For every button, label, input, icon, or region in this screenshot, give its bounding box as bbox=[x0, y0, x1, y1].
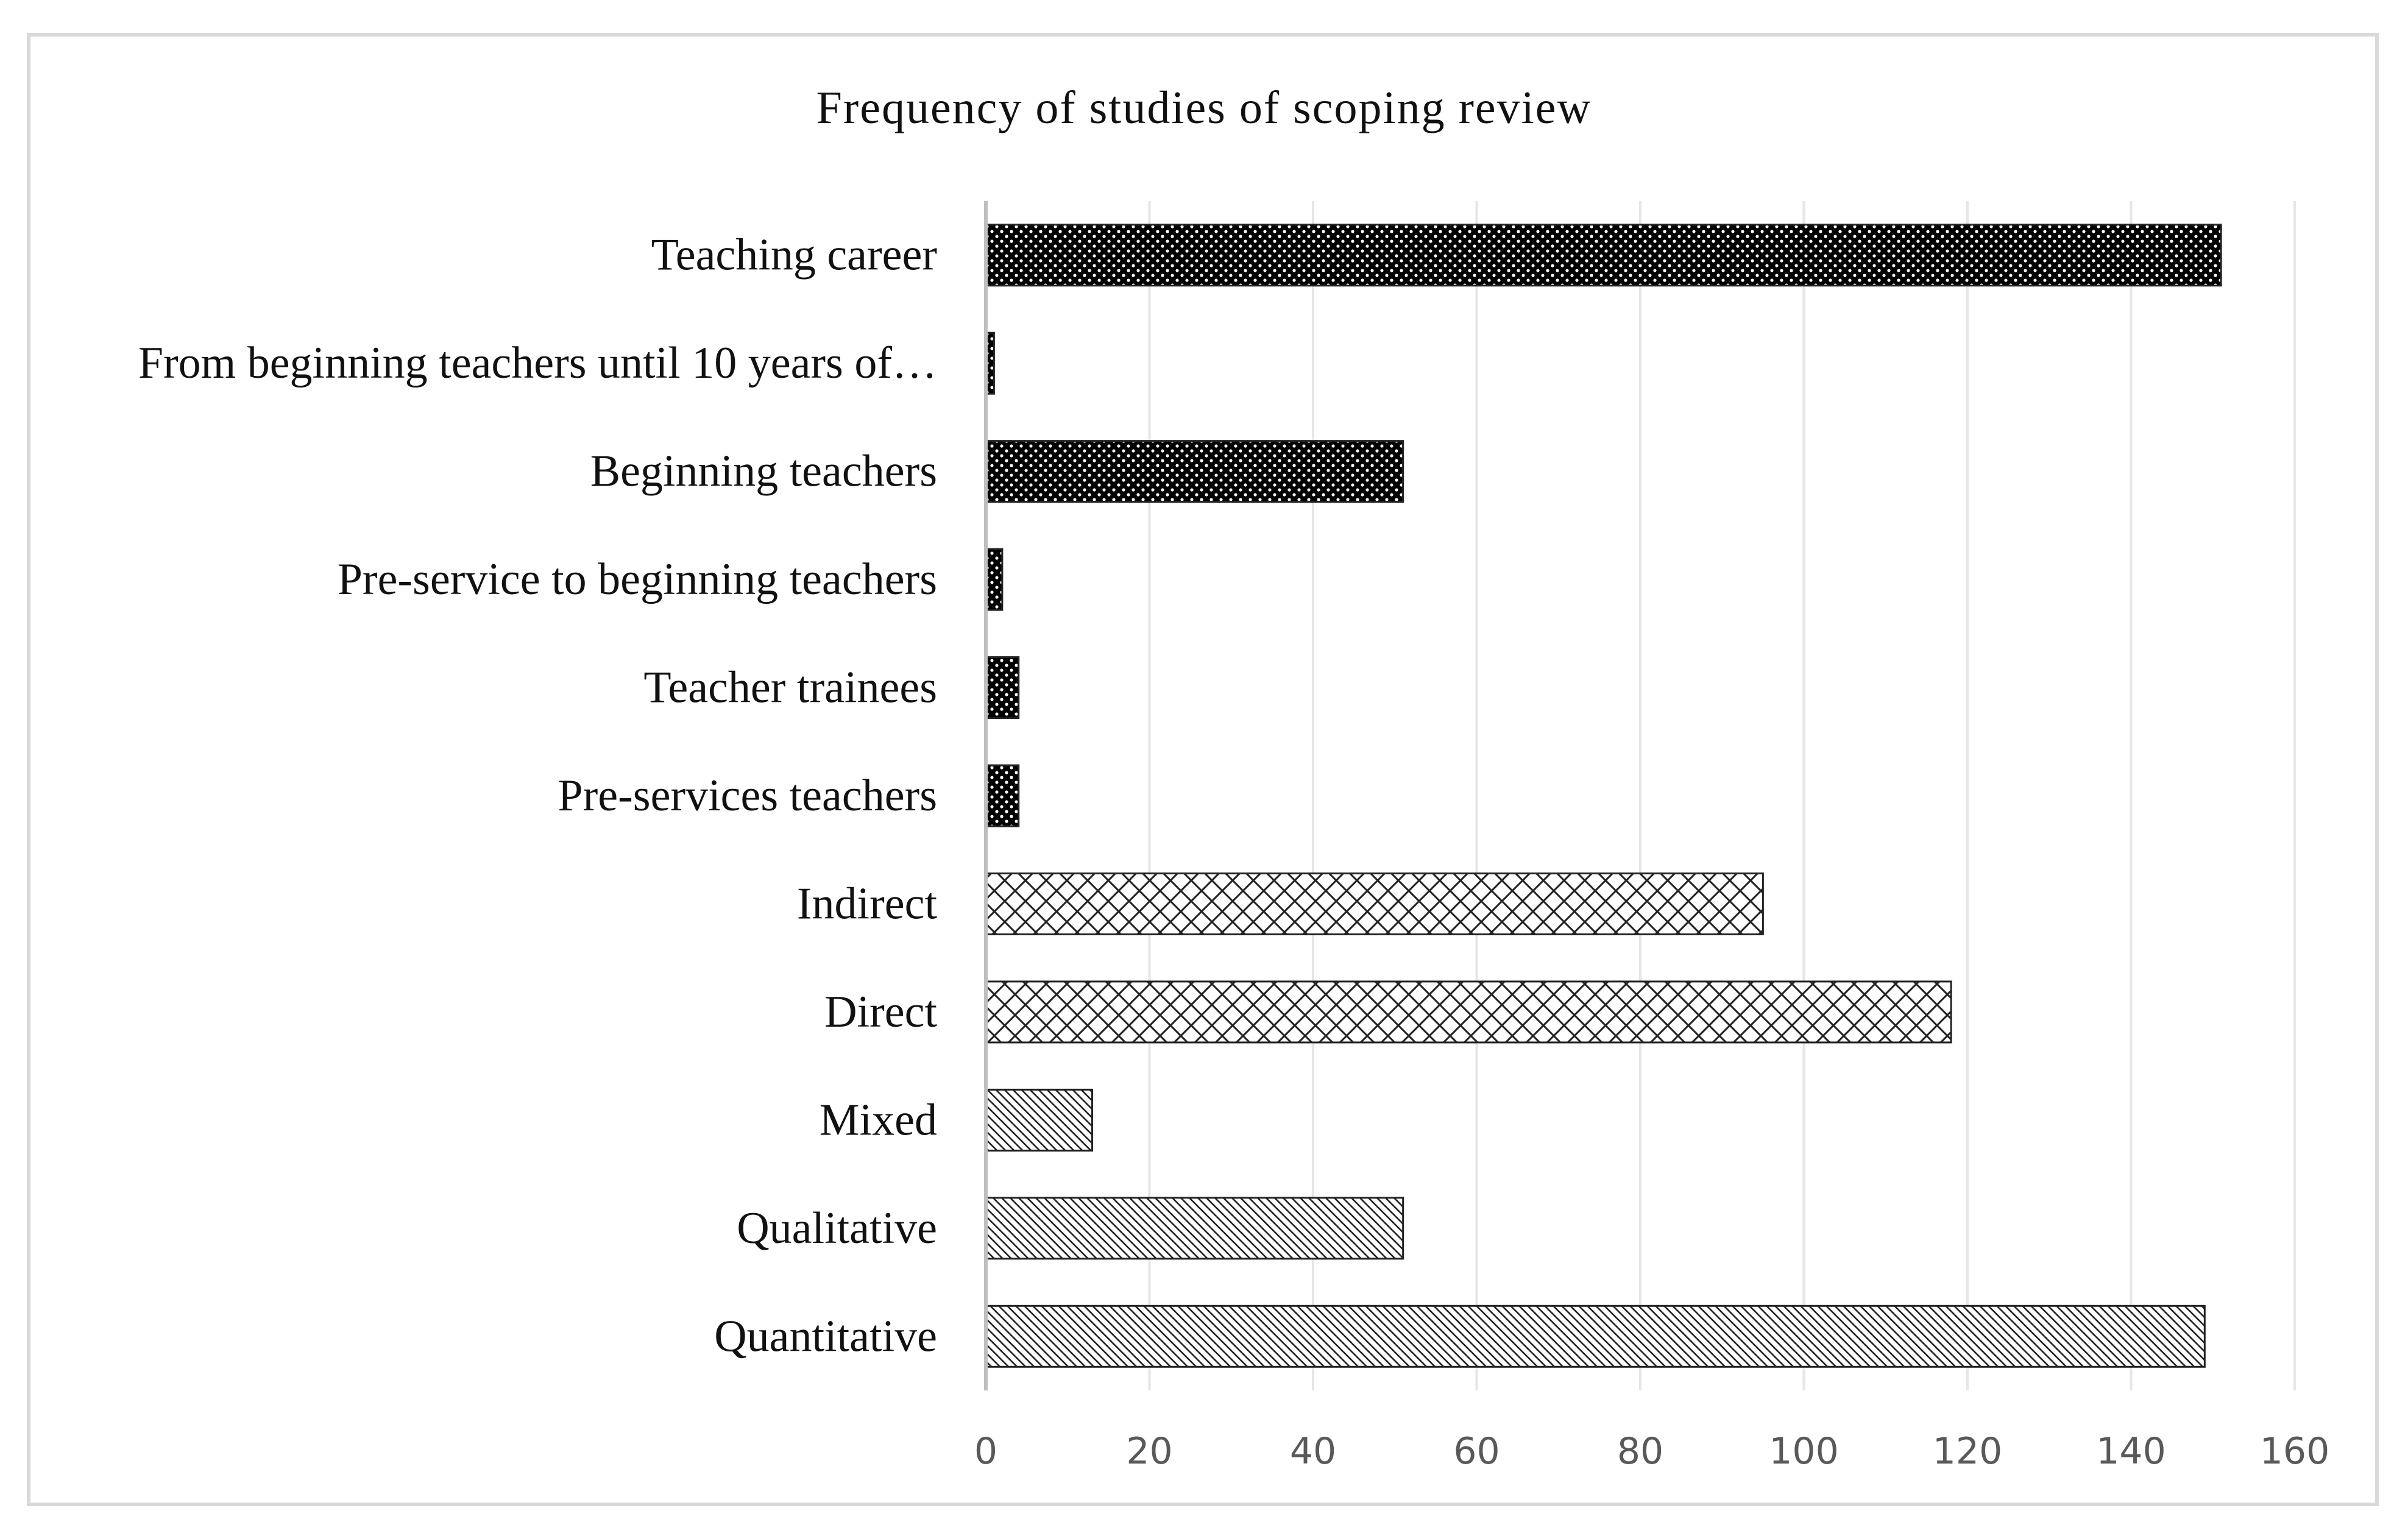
category-label: Quantitative bbox=[714, 1311, 937, 1362]
x-tick-label: 160 bbox=[2259, 1430, 2330, 1473]
bar bbox=[986, 657, 1019, 718]
category-label: Beginning teachers bbox=[590, 446, 937, 497]
x-tick-label: 120 bbox=[1932, 1430, 2003, 1473]
category-label: Pre-service to beginning teachers bbox=[337, 554, 937, 605]
x-tick-labels bbox=[974, 1430, 2329, 1473]
category-label: Teacher trainees bbox=[643, 662, 937, 713]
bar bbox=[986, 549, 1002, 610]
category-label: From beginning teachers until 10 years of… bbox=[138, 338, 937, 389]
bar bbox=[986, 225, 2221, 286]
category-label: Pre-services teachers bbox=[558, 771, 937, 821]
x-tick-label: 100 bbox=[1769, 1430, 1839, 1473]
category-label: Mixed bbox=[819, 1095, 937, 1145]
x-tick-label: 60 bbox=[1453, 1430, 1500, 1473]
bar bbox=[986, 1089, 1092, 1150]
bar bbox=[986, 873, 1763, 934]
bars bbox=[986, 225, 2221, 1367]
x-tick-label: 0 bbox=[974, 1430, 998, 1473]
category-labels bbox=[138, 230, 938, 1362]
x-tick-label: 20 bbox=[1126, 1430, 1173, 1473]
category-label: Direct bbox=[824, 986, 937, 1037]
x-tick-label: 140 bbox=[2096, 1430, 2166, 1473]
category-label: Qualitative bbox=[737, 1203, 937, 1253]
category-label: Indirect bbox=[796, 879, 937, 929]
chart-title: Frequency of studies of scoping review bbox=[816, 82, 1592, 133]
category-label: Teaching career bbox=[651, 230, 937, 280]
x-tick-label: 40 bbox=[1289, 1430, 1337, 1473]
bar bbox=[986, 1198, 1403, 1259]
x-tick-label: 80 bbox=[1617, 1430, 1664, 1473]
bar bbox=[986, 441, 1403, 502]
bar bbox=[986, 982, 1951, 1043]
bar bbox=[986, 765, 1019, 826]
bar bbox=[986, 1306, 2204, 1367]
